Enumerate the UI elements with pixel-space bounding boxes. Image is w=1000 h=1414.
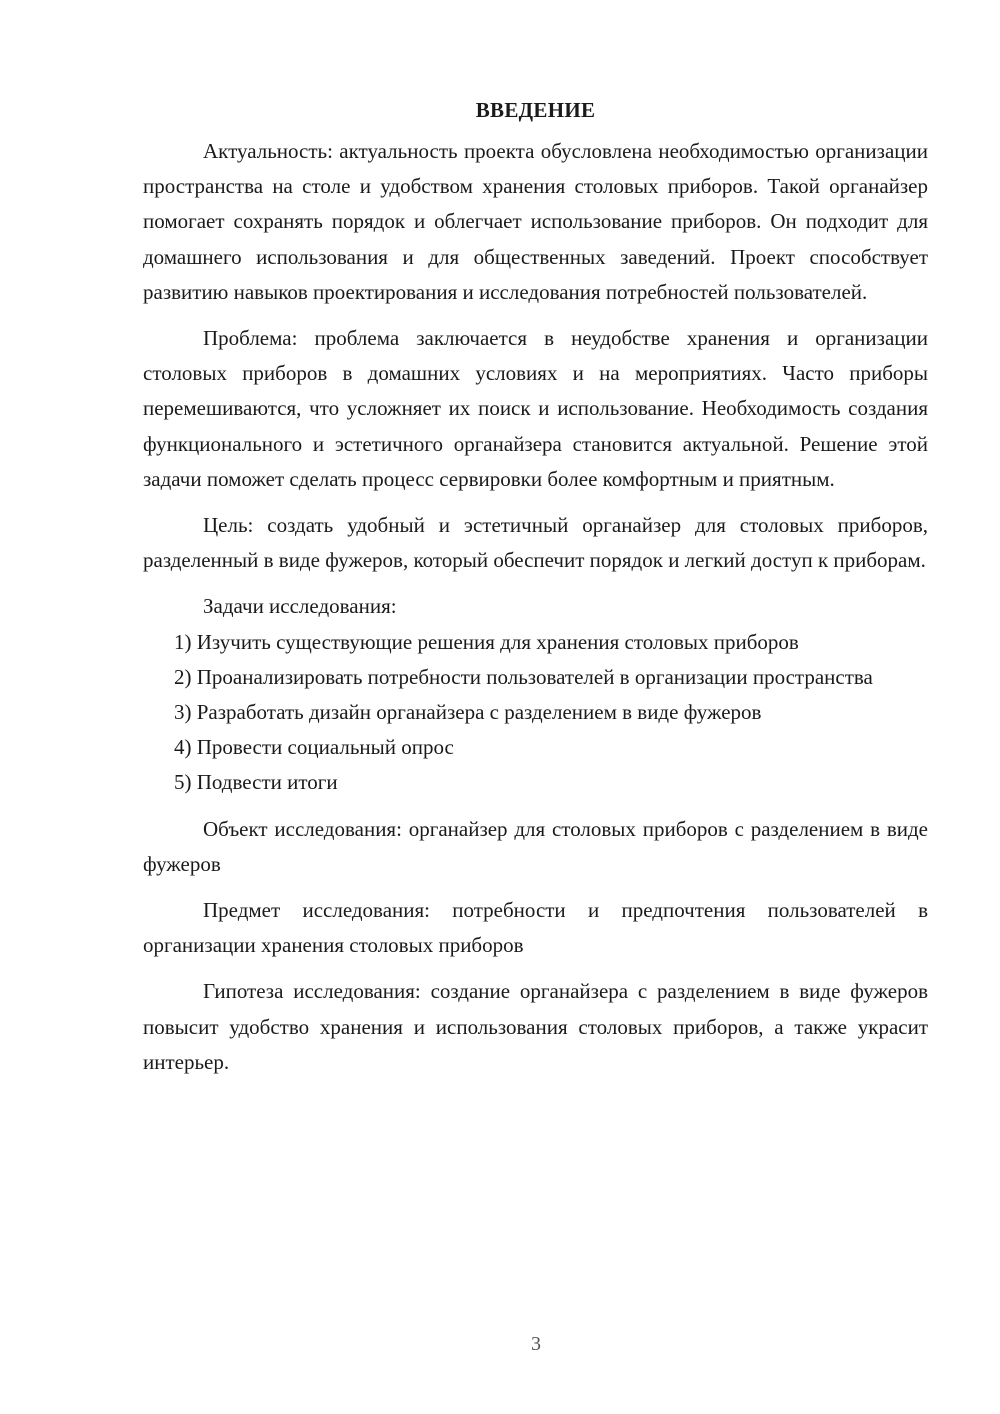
task-item-1: 1) Изучить существующие решения для хранения столовых приборов — [174, 629, 799, 654]
task-item-2: 2) Проанализировать потребности пользователей в организации пространства — [174, 664, 873, 689]
object-paragraph: Объект исследования: органайзер для столовых приборов с разделением в виде фужеров — [143, 816, 928, 876]
goal-paragraph: Цель: создать удобный и эстетичный органайзер для столовых приборов, разделенный в виде фужеров, который обеспечит порядок и легкий доступ к приборам. — [143, 513, 928, 573]
document-page — [143, 93, 928, 1080]
subject-paragraph: Предмет исследования: потребности и предпочтения пользователей в организации хранения столовых приборов — [143, 898, 928, 958]
problem-paragraph: Проблема: проблема заключается в неудобстве хранения и организации столовых приборов в домашних условиях и на мероприятиях. Часто приборы перемешиваются, что усложняет их поиск и использование. Необходимость создания функционального и эстетичного органайзера становится актуальной. Решение этой задачи поможет сделать процесс сервировки более комфортным и приятным. — [143, 326, 928, 491]
relevance-paragraph: Актуальность: актуальность проекта обусловлена необходимостью организации пространства на столе и удобством хранения столовых приборов. Такой органайзер помогает сохранять порядок и облегчает использование приборов. Он подходит для домашнего использования и для общественных заведений. Проект способствует развитию навыков проектирования и исследования потребностей пользователей. — [143, 139, 928, 304]
section-title: ВВЕДЕНИЕ — [475, 98, 596, 122]
tasks-heading: Задачи исследования: — [203, 594, 397, 619]
task-item-4: 4) Провести социальный опрос — [174, 735, 454, 760]
task-item-5: 5) Подвести итоги — [174, 770, 338, 795]
page-number: 3 — [531, 1333, 541, 1355]
hypothesis-paragraph: Гипотеза исследования: создание органайзера с разделением в виде фужеров повысит удобство хранения и использования столовых приборов, а также украсит интерьер. — [143, 979, 928, 1074]
task-item-3: 3) Разработать дизайн органайзера с разделением в виде фужеров — [174, 700, 762, 725]
